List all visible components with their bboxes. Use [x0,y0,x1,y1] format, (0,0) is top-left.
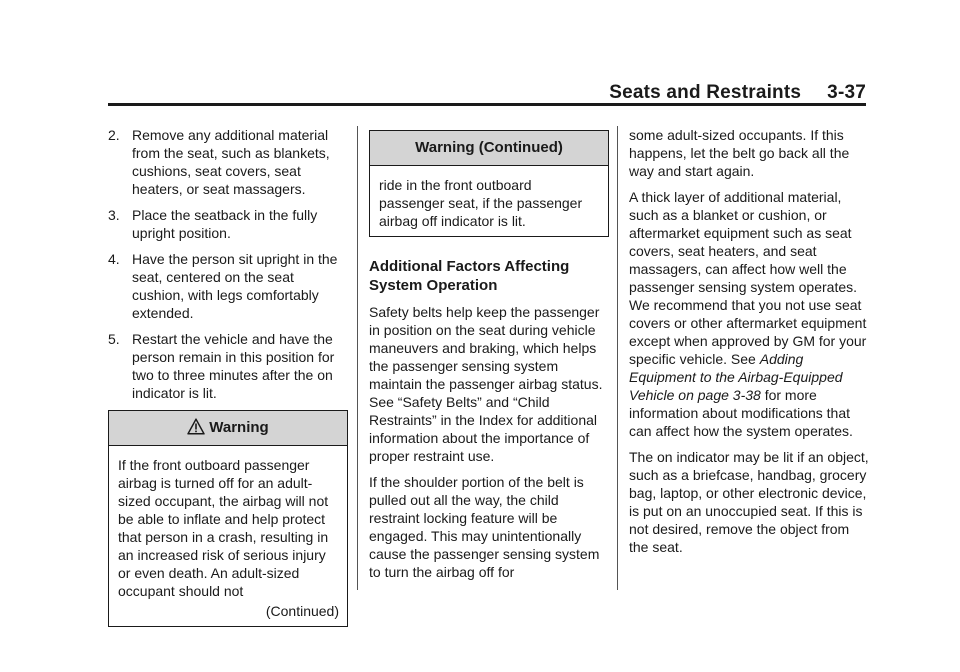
column-divider-1 [357,126,358,590]
continued-label: (Continued) [265,603,339,619]
warning-title-bar [109,411,347,446]
cross-reference-link[interactable]: Adding Equipment to the Airbag-Equipped Vehicle on page 3-38 [629,351,843,403]
warning-body [370,166,608,236]
paragraph-text: A thick layer of additional material, such as a blanket or cushion, or aftermarket equipment such as seat covers, seat heaters, and seat massagers, can affect how well the passenger sensing system operates. We recommend that you not use seat covers or other aftermarket equipment except when approved by GM for your specific vehicle. See [629,189,867,367]
running-header [609,82,866,104]
step-text: Have the person sit upright in the seat, centered on the seat cushion, with legs comfortably extended. [132,251,338,321]
warning-box [108,410,348,627]
step-text: Restart the vehicle and have the person remain in this position for two to three minutes after the on indicator is lit. [132,331,335,401]
section-title-header: Seats and Restraints [609,82,802,103]
step-number: 3. [108,207,120,223]
step-number: 2. [108,127,120,143]
warning-continued-title: Warning (Continued) [415,139,563,156]
column-2 [369,126,609,589]
body-paragraph [629,188,869,440]
warning-title: Warning [209,419,269,436]
paragraph-text: for more information about modifications that can affect how the system operates. [629,387,853,439]
warning-continued-box [369,130,609,237]
step-item [108,126,348,198]
section-heading: Additional Factors Affecting System Operation [369,258,570,294]
body-paragraph: some adult-sized occupants. If this happens, let the belt go back all the way and start again. [629,127,850,179]
step-number: 4. [108,251,120,267]
step-number: 5. [108,331,120,347]
warning-text: ride in the front outboard passenger seat, if the passenger airbag off indicator is lit. [379,177,583,229]
step-item [108,330,348,402]
warning-title-bar [370,131,608,166]
warning-triangle-icon [187,414,205,448]
step-text: Remove any additional material from the seat, such as blankets, cushions, seat covers, seat heaters, or seat massagers. [132,127,330,197]
page-number: 3-37 [827,82,866,103]
body-paragraph: If the shoulder portion of the belt is pulled out all the way, the child restraint locking feature will be engaged. This may unintentionally cause the passenger sensing system to turn the airbag off for [369,474,600,580]
body-paragraph: Safety belts help keep the passenger in position on the seat during vehicle maneuvers and braking, which helps the passenger sensing system maintain the passenger airbag status. See “Safety Belts” and “Child Restraints” in the Index for additional information about the importance of proper restraint use. [369,304,603,464]
column-1 [108,126,348,627]
body-paragraph: The on indicator may be lit if an object, such as a briefcase, handbag, grocery bag, laptop, or other electronic device, is put on an unoccupied seat. If this is not desired, remove the object from the seat. [629,449,869,555]
column-divider-2 [617,126,618,590]
step-item [108,250,348,322]
step-item [108,206,348,242]
step-text: Place the seatback in the fully upright position. [132,207,318,241]
page-header [108,80,866,104]
warning-text: If the front outboard passenger airbag is turned off for an adult-sized occupant, the airbag will not be able to inflate and help protect that person in a crash, resulting in an increased risk of serious injury or even death. An adult-sized occupant should not [118,457,329,599]
column-3 [629,126,869,564]
warning-body [109,446,347,626]
header-rule [108,103,866,106]
